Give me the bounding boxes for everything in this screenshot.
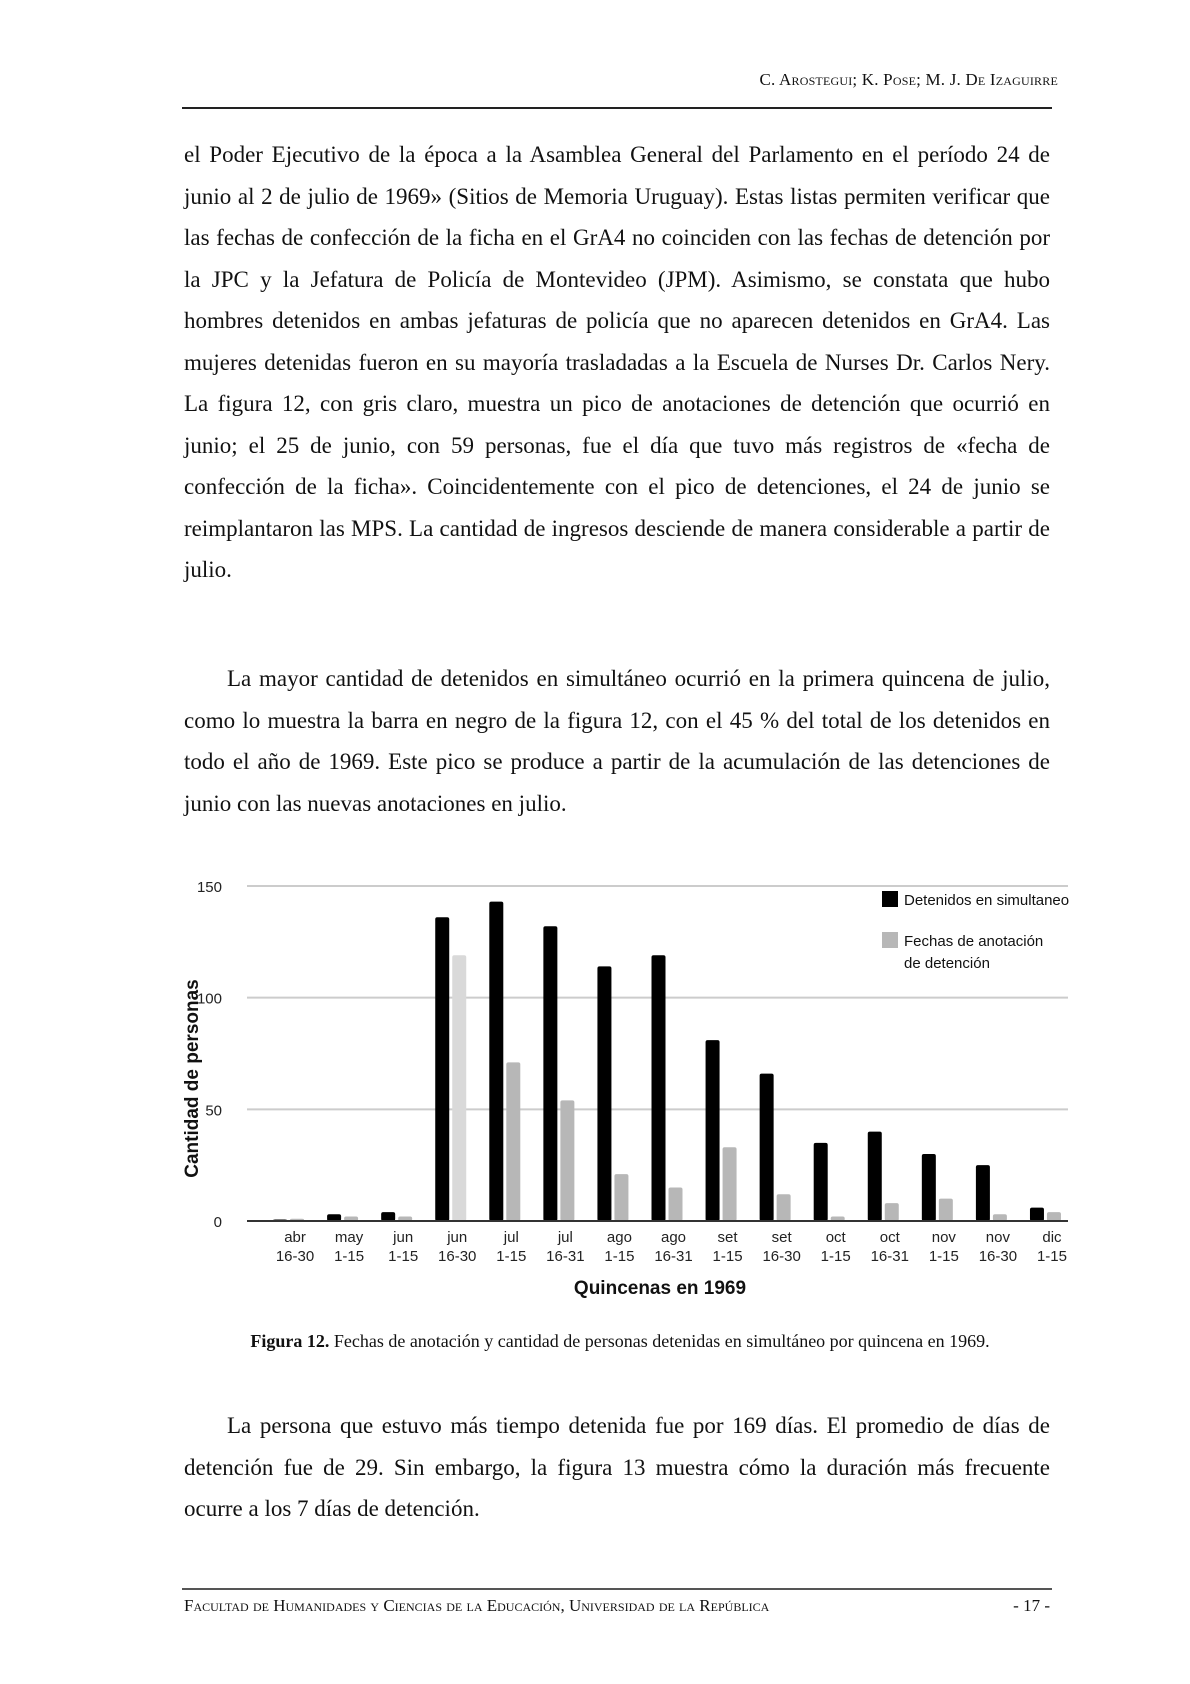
- x-tick-label-month: abr: [284, 1229, 306, 1246]
- bar-fechas-anotacion: [560, 1100, 574, 1221]
- paragraph-text: La mayor cantidad de detenidos en simultáneo ocurrió en la primera quincena de julio, como lo muestra la barra en negro de la figura 12, con el 45 % del total de los detenidos en todo el año de 1969. Este pico se produce a partir de la acumulación de las detenciones de junio con las nuevas anotaciones en julio.: [184, 666, 1050, 816]
- x-tick-label-month: nov: [985, 1229, 1010, 1246]
- y-tick-label: 150: [196, 879, 222, 896]
- bar-detenidos: [1030, 1208, 1044, 1221]
- x-tick-label-month: jul: [503, 1229, 519, 1246]
- figure-caption-text: Fechas de anotación y cantidad de personas detenidas en simultáneo por quincena en 1969.: [333, 1331, 990, 1351]
- x-tick-label-range: 16-30: [978, 1248, 1018, 1265]
- x-tick-label-month: may: [334, 1229, 364, 1246]
- x-tick-label-month: dic: [1042, 1229, 1062, 1246]
- bar-detenidos: [652, 955, 666, 1221]
- bar-detenidos: [868, 1132, 882, 1221]
- y-tick-label: 100: [196, 990, 222, 1008]
- paragraph-2: [184, 658, 1050, 824]
- legend-label-fechas-line2: de detención: [904, 955, 990, 972]
- bar-fechas-anotacion: [993, 1214, 1007, 1221]
- bar-detenidos: [327, 1214, 341, 1221]
- bar-fechas-anotacion: [506, 1062, 520, 1221]
- bar-detenidos: [543, 926, 557, 1221]
- legend-label-fechas: Fechas de anotación: [904, 933, 1044, 950]
- x-tick-label-range: 16-30: [275, 1248, 315, 1265]
- x-tick-label-month: set: [771, 1229, 792, 1246]
- bar-detenidos: [381, 1212, 395, 1221]
- x-tick-label-range: 1-15: [820, 1248, 851, 1265]
- x-tick-label-range: 1-15: [1036, 1248, 1067, 1265]
- x-tick-label-range: 1-15: [604, 1248, 635, 1265]
- bar-detenidos: [706, 1040, 720, 1221]
- bar-fechas-anotacion: [1047, 1212, 1061, 1221]
- x-tick-label-month: ago: [606, 1229, 632, 1246]
- chart-canvas: [170, 868, 1090, 1308]
- x-tick-label-month: jun: [447, 1229, 468, 1246]
- x-tick-label-range: 16-31: [870, 1248, 909, 1265]
- footer-institution: Facultad de Humanidades y Ciencias de la Educación, Universidad de la República: [184, 1596, 770, 1615]
- x-tick-label-range: 16-31: [546, 1248, 585, 1265]
- legend-swatch-fechas: [882, 932, 898, 948]
- y-tick-label: 50: [205, 1102, 222, 1120]
- bar-fechas-anotacion: [939, 1199, 953, 1221]
- x-tick-label-month: oct: [825, 1229, 846, 1246]
- figure-caption: [180, 1330, 1060, 1352]
- legend-label-detenidos: Detenidos en simultaneo: [904, 892, 1070, 909]
- bar-detenidos: [760, 1074, 774, 1221]
- x-tick-label-month: jun: [393, 1229, 414, 1246]
- x-tick-label-range: 1-15: [496, 1248, 527, 1265]
- bar-fechas-anotacion: [452, 955, 466, 1221]
- page-footer: [184, 1596, 1050, 1616]
- y-tick-label: 0: [213, 1214, 222, 1231]
- bar-detenidos: [489, 902, 503, 1221]
- x-tick-label-range: 16-31: [654, 1248, 693, 1265]
- y-axis-title: Cantidad de personas: [182, 979, 203, 1178]
- bar-fechas-anotacion: [777, 1194, 791, 1221]
- running-head: C. Arostegui; K. Pose; M. J. De Izaguirre: [759, 70, 1058, 89]
- bar-fechas-anotacion: [723, 1147, 737, 1221]
- x-axis-title: Quincenas en 1969: [573, 1278, 747, 1299]
- x-tick-label-range: 1-15: [334, 1248, 365, 1265]
- page-number: - 17 -: [1013, 1596, 1050, 1615]
- paragraph-text: La persona que estuvo más tiempo detenida fue por 169 días. El promedio de días de detención fue de 29. Sin embargo, la figura 13 muestra cómo la duración más frecuente ocurre a los 7 días de detención.: [184, 1413, 1050, 1521]
- bar-detenidos: [597, 966, 611, 1221]
- x-tick-label-range: 16-30: [762, 1248, 801, 1265]
- x-tick-label-month: jul: [557, 1229, 573, 1246]
- x-tick-label-month: set: [717, 1229, 738, 1246]
- header-rule: [182, 107, 1052, 109]
- bar-detenidos: [435, 917, 449, 1221]
- x-tick-label-range: 1-15: [388, 1248, 419, 1265]
- bar-fechas-anotacion: [614, 1174, 628, 1221]
- x-tick-label-month: ago: [660, 1229, 687, 1246]
- x-tick-label-range: 1-15: [712, 1248, 743, 1265]
- paragraph-1: [184, 134, 1050, 591]
- figure-12-bar-chart: [170, 868, 1090, 1308]
- bar-detenidos: [922, 1154, 936, 1221]
- legend-swatch-detenidos: [882, 891, 898, 907]
- x-tick-label-range: 16-30: [438, 1248, 477, 1265]
- x-tick-label-month: nov: [931, 1229, 956, 1246]
- figure-label: Figura 12.: [250, 1331, 330, 1351]
- bar-fechas-anotacion: [669, 1188, 683, 1222]
- bar-detenidos: [814, 1143, 828, 1221]
- footer-rule: [182, 1588, 1052, 1590]
- paragraph-text: el Poder Ejecutivo de la época a la Asamblea General del Parlamento en el período 24 de junio al 2 de julio de 1969» (Sitios de Memoria Uruguay). Estas listas permiten verificar que las fechas de confección de la ficha en el GrA4 no coinciden con las fechas de detención por la JPC y la Jefatura de Policía de Montevideo (JPM). Asimismo, se constata que hubo hombres detenidos en ambas jefaturas de policía que no aparecen detenidos en GrA4. Las mujeres detenidas fueron en su mayoría trasladadas a la Escuela de Nurses Dr. Carlos Nery. La figura 12, con gris claro, muestra un pico de anotaciones de detención que ocurrió en junio; el 25 de junio, con 59 personas, fue el día que tuvo más registros de «fecha de confección de la ficha». Coincidentemente con el pico de detenciones, el 24 de junio se reimplantaron las MPS. La cantidad de ingresos desciende de manera considerable a partir de julio.: [184, 142, 1050, 582]
- x-tick-label-range: 1-15: [928, 1248, 959, 1265]
- paragraph-3: [184, 1405, 1050, 1530]
- x-tick-label-month: oct: [879, 1229, 900, 1246]
- bar-detenidos: [976, 1165, 990, 1221]
- bar-fechas-anotacion: [885, 1203, 899, 1221]
